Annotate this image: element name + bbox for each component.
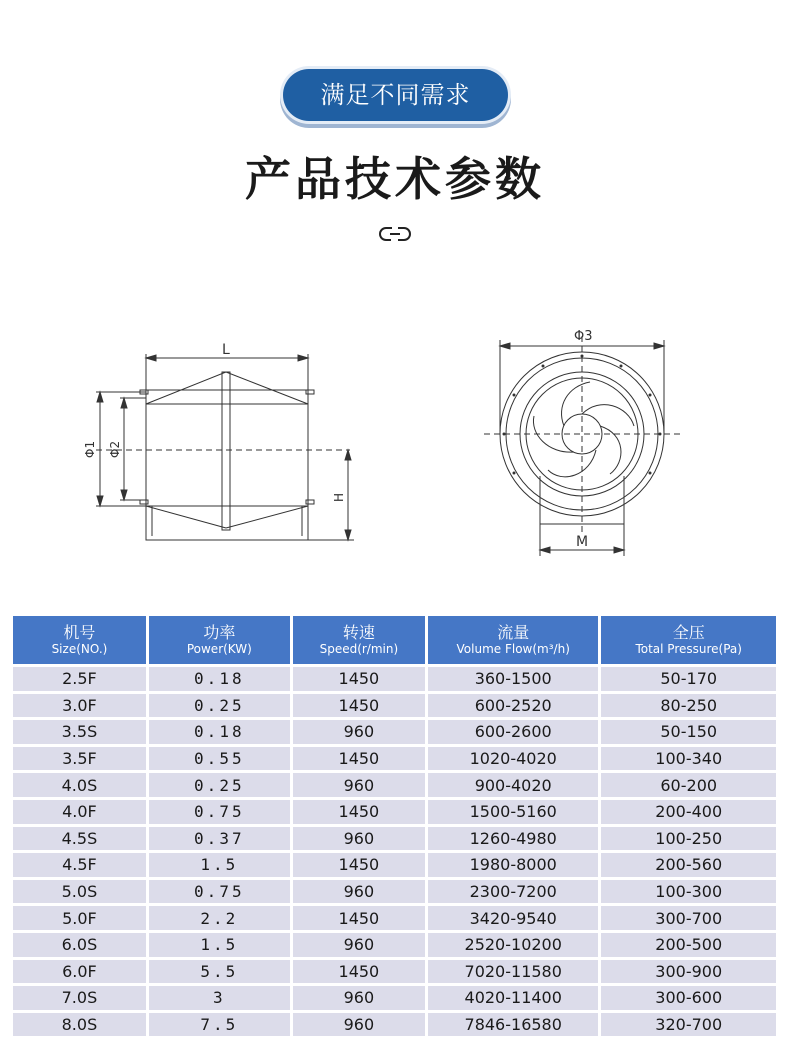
- table-row: [13, 747, 776, 771]
- cell-total-pressure: 200-560: [601, 853, 776, 877]
- link-icon: [377, 224, 413, 244]
- cell-size: 6.0S: [13, 933, 146, 957]
- cell-volume-flow: 3420-9540: [428, 906, 598, 930]
- cell-power: 0.25: [149, 773, 290, 797]
- cell-total-pressure: 200-400: [601, 800, 776, 824]
- cell-power: 0.55: [149, 747, 290, 771]
- cell-speed: 1450: [293, 960, 425, 984]
- cell-speed: 960: [293, 773, 425, 797]
- cell-size: 5.0F: [13, 906, 146, 930]
- cell-speed: 960: [293, 1013, 425, 1037]
- front-view: [484, 336, 684, 556]
- header-speed: 转速 Speed(r/min): [293, 616, 425, 664]
- table-row: [13, 853, 776, 877]
- cell-size: 5.0S: [13, 880, 146, 904]
- cell-volume-flow: 7020-11580: [428, 960, 598, 984]
- table-row: [13, 720, 776, 744]
- cell-speed: 1450: [293, 906, 425, 930]
- header-size: 机号 Size(NO.): [13, 616, 146, 664]
- cell-total-pressure: 200-500: [601, 933, 776, 957]
- cell-total-pressure: 300-700: [601, 906, 776, 930]
- cell-speed: 960: [293, 827, 425, 851]
- cell-speed: 960: [293, 986, 425, 1010]
- cell-volume-flow: 4020-11400: [428, 986, 598, 1010]
- cell-volume-flow: 600-2600: [428, 720, 598, 744]
- cell-size: 3.5F: [13, 747, 146, 771]
- cell-volume-flow: 1980-8000: [428, 853, 598, 877]
- cell-speed: 960: [293, 720, 425, 744]
- cell-size: 2.5F: [13, 667, 146, 691]
- cell-power: 5.5: [149, 960, 290, 984]
- cell-speed: 1450: [293, 694, 425, 718]
- cell-power: 0.75: [149, 880, 290, 904]
- cell-volume-flow: 7846-16580: [428, 1013, 598, 1037]
- header-total-pressure: 全压 Total Pressure(Pa): [601, 616, 776, 664]
- dim-label-d3: Φ3: [574, 329, 593, 344]
- cell-size: 3.5S: [13, 720, 146, 744]
- cell-power: 0.37: [149, 827, 290, 851]
- cell-power: 0.75: [149, 800, 290, 824]
- cell-total-pressure: 50-170: [601, 667, 776, 691]
- dim-label-d1: Φ1: [83, 440, 97, 458]
- cell-power: 1.5: [149, 853, 290, 877]
- cell-speed: 960: [293, 933, 425, 957]
- table-row: [13, 986, 776, 1010]
- cell-volume-flow: 1500-5160: [428, 800, 598, 824]
- table-header-row: [13, 616, 776, 664]
- cell-size: 3.0F: [13, 694, 146, 718]
- cell-volume-flow: 900-4020: [428, 773, 598, 797]
- cell-speed: 1450: [293, 747, 425, 771]
- dim-label-H: H: [332, 492, 346, 502]
- cell-total-pressure: 80-250: [601, 694, 776, 718]
- cell-volume-flow: 600-2520: [428, 694, 598, 718]
- cell-total-pressure: 300-900: [601, 960, 776, 984]
- cell-power: 0.18: [149, 720, 290, 744]
- section-badge: 满足不同需求: [283, 69, 508, 121]
- table-row: [13, 1013, 776, 1037]
- cell-volume-flow: 1020-4020: [428, 747, 598, 771]
- cell-volume-flow: 360-1500: [428, 667, 598, 691]
- dim-label-L: L: [222, 342, 230, 358]
- cell-volume-flow: 2520-10200: [428, 933, 598, 957]
- cell-total-pressure: 320-700: [601, 1013, 776, 1037]
- cell-power: 1.5: [149, 933, 290, 957]
- header-power: 功率 Power(KW): [149, 616, 290, 664]
- cell-total-pressure: 50-150: [601, 720, 776, 744]
- header-volume-flow: 流量 Volume Flow(m³/h): [428, 616, 598, 664]
- table-row: [13, 667, 776, 691]
- cell-size: 6.0F: [13, 960, 146, 984]
- table-row: [13, 906, 776, 930]
- cell-size: 4.0S: [13, 773, 146, 797]
- spec-table: [10, 613, 779, 1039]
- fan-technical-drawing: [0, 310, 790, 570]
- page-title: 产品技术参数: [245, 152, 545, 206]
- cell-size: 8.0S: [13, 1013, 146, 1037]
- table-row: [13, 773, 776, 797]
- table-row: [13, 827, 776, 851]
- cell-size: 4.0F: [13, 800, 146, 824]
- cell-power: 3: [149, 986, 290, 1010]
- table-row: [13, 800, 776, 824]
- cell-speed: 1450: [293, 667, 425, 691]
- cell-total-pressure: 60-200: [601, 773, 776, 797]
- table-row: [13, 880, 776, 904]
- cell-power: 2.2: [149, 906, 290, 930]
- table-row: [13, 960, 776, 984]
- cell-volume-flow: 1260-4980: [428, 827, 598, 851]
- table-row: [13, 694, 776, 718]
- cell-power: 7.5: [149, 1013, 290, 1037]
- table-row: [13, 933, 776, 957]
- dim-label-M: M: [576, 534, 589, 550]
- cell-total-pressure: 100-300: [601, 880, 776, 904]
- cell-power: 0.18: [149, 667, 290, 691]
- cell-size: 4.5F: [13, 853, 146, 877]
- cell-total-pressure: 300-600: [601, 986, 776, 1010]
- cell-speed: 1450: [293, 853, 425, 877]
- cell-power: 0.25: [149, 694, 290, 718]
- side-view: [96, 354, 354, 540]
- cell-size: 4.5S: [13, 827, 146, 851]
- cell-volume-flow: 2300-7200: [428, 880, 598, 904]
- cell-speed: 1450: [293, 800, 425, 824]
- cell-total-pressure: 100-340: [601, 747, 776, 771]
- cell-size: 7.0S: [13, 986, 146, 1010]
- cell-total-pressure: 100-250: [601, 827, 776, 851]
- cell-speed: 960: [293, 880, 425, 904]
- dim-label-d2: Φ2: [108, 440, 122, 458]
